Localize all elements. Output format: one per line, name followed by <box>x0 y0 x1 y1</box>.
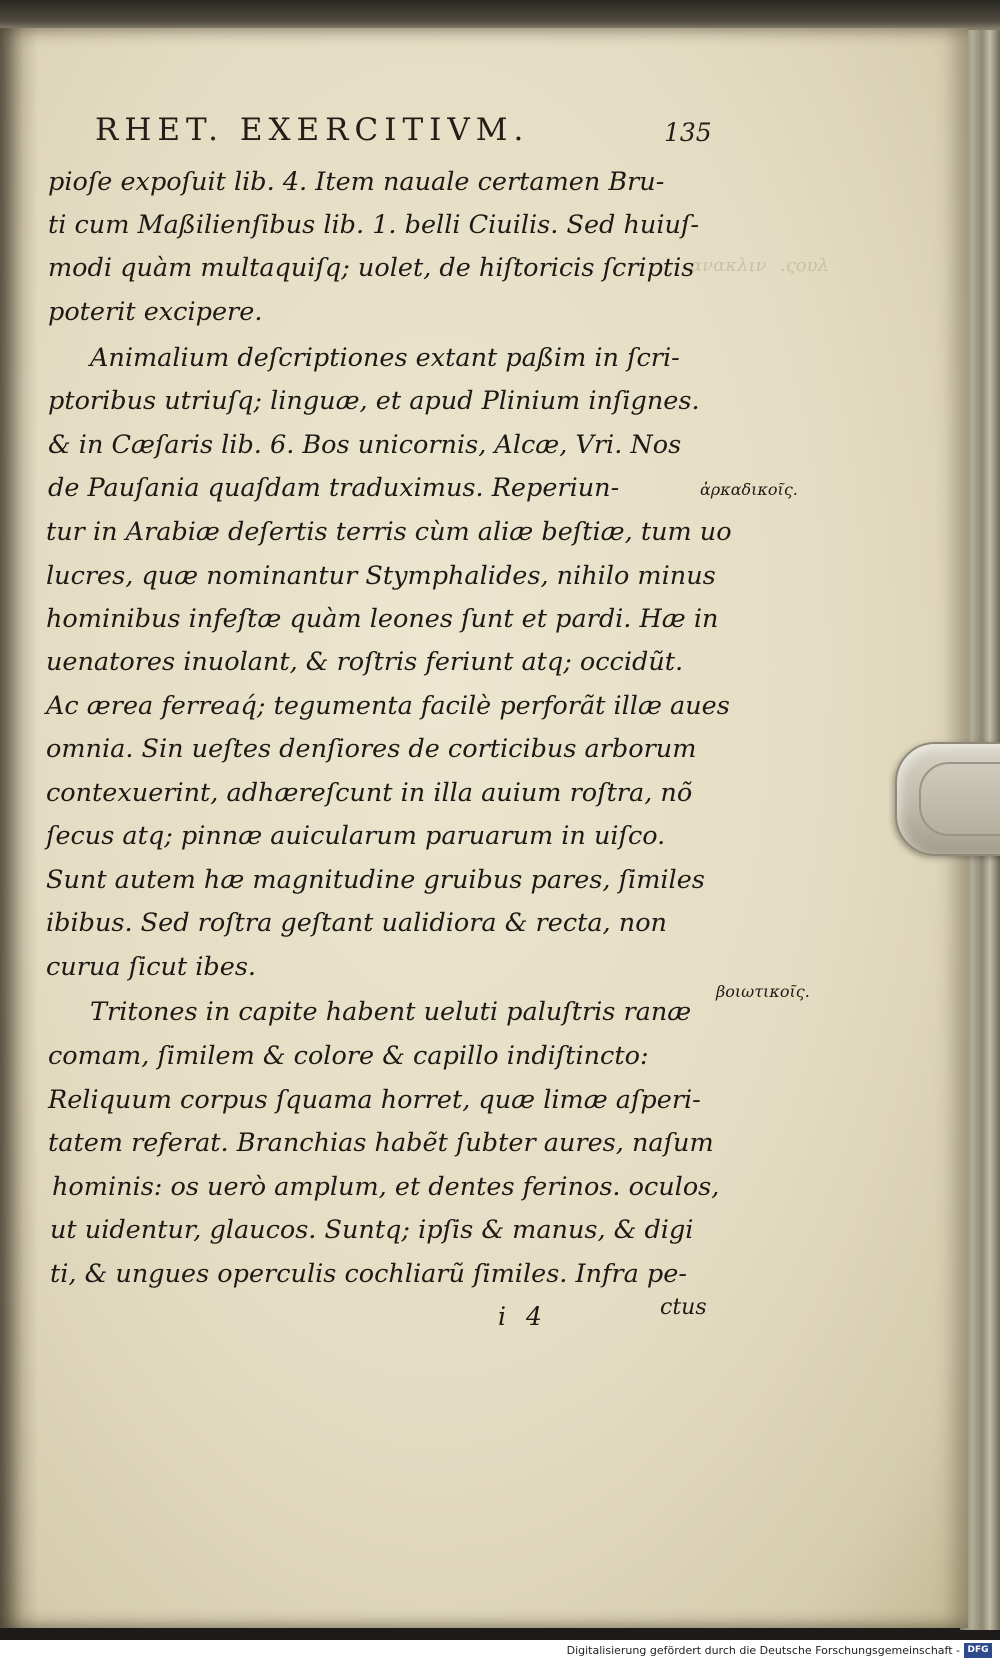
text-line: & in Cæſaris lib. 6. Bos unicornis, Alcæ, Vri. Nos <box>48 430 682 460</box>
text-line: comam, ſimilem & colore & capillo indiſtincto: <box>48 1041 649 1071</box>
catchword: ctus <box>660 1295 707 1320</box>
text-line: hominis: os uerò amplum, et dentes ferinos. oculos, <box>52 1172 720 1202</box>
page-number: 135 <box>664 118 712 147</box>
text-line: curua ſicut ibes. <box>46 952 257 982</box>
show-through-text: ανακλιν <box>690 255 767 276</box>
page-clip <box>895 742 1000 856</box>
text-line: tatem referat. Branchias habẽt ſubter aures, naſum <box>48 1128 714 1158</box>
text-line: ti, & ungues operculis cochliarũ ſimiles. Infra pe- <box>50 1259 687 1289</box>
text-line: ſecus atq; pinnæ auicularum paruarum in uiſco. <box>46 821 666 851</box>
text-line: pioſe expoſuit lib. 4. Item nauale certamen Bru- <box>48 167 665 197</box>
signature-mark: i 4 <box>498 1302 542 1331</box>
text-line: modi quàm multaquiſq; uolet, de hiſtoricis ſcriptis <box>48 253 695 283</box>
text-line: poterit excipere. <box>48 297 263 327</box>
text-line: Reliquum corpus ſquama horret, quæ limæ aſperi- <box>48 1085 701 1115</box>
text-line: ti cum Maßilienſibus lib. 1. belli Ciuilis. Sed huiuſ- <box>48 210 699 240</box>
text-line: omnia. Sin ueſtes denſiores de corticibus arborum <box>46 734 697 764</box>
dfg-logo: DFG <box>964 1643 992 1658</box>
margin-note: βοιωτικοῖς. <box>716 982 810 1001</box>
show-through-text: .ςουλ <box>780 255 829 276</box>
text-line: contexuerint, adhæreſcunt in illa auium roſtra, nõ <box>46 778 693 808</box>
text-line: uenatores inuolant, & roſtris feriunt atq; occidũt. <box>46 647 684 677</box>
text-line: de Pauſania quaſdam traduximus. Reperiun- <box>48 473 620 503</box>
text-line: ut uidentur, glaucos. Suntq; ipſis & manus, & digi <box>50 1215 694 1245</box>
text-line: tur in Arabiæ deſertis terris cùm aliæ beſtiæ, tum uo <box>46 517 732 547</box>
text-line: Sunt autem hæ magnitudine gruibus pares, ſimiles <box>46 865 705 895</box>
margin-note: ἀρκαδικοῖς. <box>700 480 798 499</box>
text-line: Ac ærea ferreaq́; tegumenta facilè perforãt illæ aues <box>46 691 730 721</box>
text-line: ibibus. Sed roſtra geſtant ualidiora & recta, non <box>46 908 667 938</box>
book-top-edge <box>0 0 1000 30</box>
page-clip-inner <box>919 762 1000 836</box>
text-line: Tritones in capite habent ueluti paluſtris ranæ <box>90 997 692 1027</box>
text-line: hominibus infeſtæ quàm leones ſunt et pardi. Hæ in <box>46 604 719 634</box>
digitization-credit: Digitalisierung gefördert durch die Deutsche Forschungsgemeinschaft - <box>566 1644 960 1657</box>
gutter-shadow <box>0 28 38 1628</box>
text-line: lucres, quæ nominantur Stymphalides, nihilo minus <box>46 561 716 591</box>
text-line: Animalium deſcriptiones extant paßim in ſcri- <box>90 343 680 373</box>
text-line: ptoribus utriuſq; linguæ, et apud Plinium inſignes. <box>48 386 700 416</box>
running-head: RHET. EXERCITIVM. <box>95 112 530 148</box>
